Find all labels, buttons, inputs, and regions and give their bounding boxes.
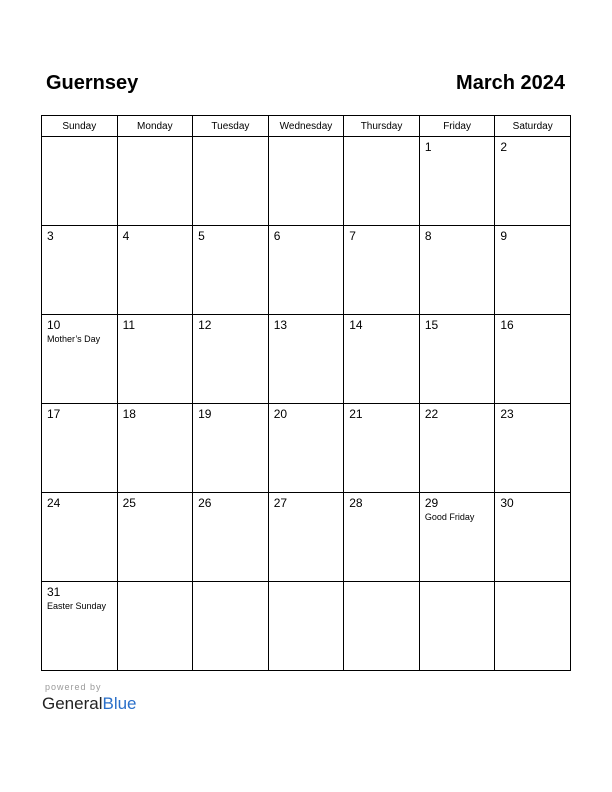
holiday-label: Mother’s Day <box>47 334 101 344</box>
day-number: 4 <box>122 229 130 243</box>
holiday-label: Easter Sunday <box>47 601 107 611</box>
weekday-header: Monday <box>117 116 193 137</box>
holiday-label <box>344 585 419 587</box>
calendar-day-cell <box>193 404 269 493</box>
day-number: 28 <box>349 496 363 510</box>
calendar-day-cell <box>117 137 193 226</box>
holiday-label <box>495 243 570 245</box>
calendar-day-cell <box>344 493 420 582</box>
day-number: 17 <box>47 407 61 421</box>
calendar-day-cell <box>117 226 193 315</box>
calendar-country-title: Guernsey <box>46 72 139 94</box>
weekday-header: Saturday <box>495 116 571 137</box>
calendar-day-cell <box>268 137 344 226</box>
calendar-day-cell <box>419 582 495 671</box>
day-number: 27 <box>273 496 288 510</box>
holiday-label: Good Friday <box>424 512 475 522</box>
calendar-day-cell <box>344 226 420 315</box>
calendar-day-cell <box>193 226 269 315</box>
calendar-day-cell <box>495 226 571 315</box>
calendar-month-title: March 2024 <box>456 72 565 94</box>
calendar-day-cell <box>42 137 118 226</box>
calendar-day-cell <box>268 226 344 315</box>
calendar-day-cell <box>268 315 344 404</box>
day-number: 5 <box>198 229 205 243</box>
holiday-label <box>269 140 344 142</box>
calendar-day-cell <box>268 582 344 671</box>
calendar-day-cell <box>344 315 420 404</box>
calendar-day-cell <box>117 582 193 671</box>
day-number: 30 <box>500 496 514 510</box>
calendar-body <box>42 137 571 671</box>
calendar-week-row <box>42 226 571 315</box>
calendar-day-cell <box>42 493 118 582</box>
holiday-label <box>193 585 268 587</box>
holiday-label <box>118 510 193 512</box>
weekday-header-row <box>42 116 571 137</box>
calendar-day-cell <box>268 493 344 582</box>
holiday-label <box>269 510 344 512</box>
holiday-label <box>118 332 193 334</box>
day-number: 26 <box>198 496 212 510</box>
holiday-label <box>193 243 268 245</box>
day-number: 9 <box>500 229 508 243</box>
day-number: 12 <box>198 318 212 332</box>
holiday-label <box>344 421 419 423</box>
calendar-day-cell <box>419 493 495 582</box>
calendar-day-cell <box>117 315 193 404</box>
calendar-day-cell <box>495 493 571 582</box>
holiday-label <box>42 140 117 142</box>
holiday-label <box>42 421 117 423</box>
calendar-day-cell <box>42 315 118 404</box>
weekday-header: Sunday <box>42 116 118 137</box>
calendar-week-row <box>42 404 571 493</box>
calendar-day-cell <box>268 404 344 493</box>
holiday-label <box>344 243 419 245</box>
day-number: 31 <box>47 585 61 599</box>
holiday-label <box>118 585 193 587</box>
day-number: 13 <box>273 318 288 332</box>
calendar-day-cell <box>419 315 495 404</box>
holiday-label <box>344 140 419 142</box>
holiday-label <box>118 421 193 423</box>
calendar-day-cell <box>117 404 193 493</box>
weekday-header: Wednesday <box>268 116 344 137</box>
day-number: 6 <box>273 229 281 243</box>
calendar-day-cell <box>344 582 420 671</box>
holiday-label <box>495 332 570 334</box>
weekday-header: Thursday <box>344 116 420 137</box>
calendar-day-cell <box>117 493 193 582</box>
holiday-label <box>420 154 495 156</box>
holiday-label <box>420 585 495 587</box>
day-number: 23 <box>500 407 514 421</box>
holiday-label <box>269 421 344 423</box>
weekday-header: Friday <box>419 116 495 137</box>
calendar-day-cell <box>193 582 269 671</box>
holiday-label <box>495 154 570 156</box>
generalblue-logo <box>42 694 137 714</box>
calendar-day-cell <box>495 404 571 493</box>
calendar-day-cell <box>495 137 571 226</box>
day-number: 18 <box>122 407 136 421</box>
calendar-day-cell <box>344 137 420 226</box>
day-number: 19 <box>198 407 212 421</box>
brand-general-text: General <box>42 694 103 713</box>
day-number: 3 <box>47 229 54 243</box>
day-number: 14 <box>349 318 363 332</box>
calendar-day-cell <box>419 137 495 226</box>
calendar-day-cell <box>419 404 495 493</box>
day-number: 29 <box>424 496 439 510</box>
calendar-week-row <box>42 493 571 582</box>
holiday-label <box>193 510 268 512</box>
day-number: 22 <box>424 407 439 421</box>
day-number: 25 <box>122 496 136 510</box>
calendar-week-row <box>42 137 571 226</box>
holiday-label <box>42 243 117 245</box>
calendar-week-row <box>42 315 571 404</box>
holiday-label <box>495 510 570 512</box>
holiday-label <box>269 243 344 245</box>
holiday-label <box>193 332 268 334</box>
day-number: 10 <box>47 318 61 332</box>
holiday-label <box>193 140 268 142</box>
day-number: 15 <box>424 318 439 332</box>
holiday-label <box>193 421 268 423</box>
day-number: 21 <box>349 407 363 421</box>
weekday-header: Tuesday <box>193 116 269 137</box>
calendar-grid <box>41 115 571 671</box>
holiday-label <box>42 510 117 512</box>
brand-blue-text: Blue <box>102 694 137 713</box>
day-number: 8 <box>424 229 432 243</box>
calendar-day-cell <box>193 315 269 404</box>
calendar-day-cell <box>495 315 571 404</box>
calendar-day-cell <box>42 226 118 315</box>
holiday-label <box>495 585 570 587</box>
holiday-label <box>269 585 344 587</box>
holiday-label <box>420 332 495 334</box>
calendar-week-row <box>42 582 571 671</box>
calendar-day-cell <box>344 404 420 493</box>
holiday-label <box>344 332 419 334</box>
day-number: 11 <box>122 318 136 332</box>
day-number: 1 <box>424 140 432 154</box>
calendar-day-cell <box>419 226 495 315</box>
day-number: 20 <box>273 407 288 421</box>
calendar-day-cell <box>193 137 269 226</box>
day-number: 7 <box>349 229 356 243</box>
calendar-day-cell <box>42 582 118 671</box>
holiday-label <box>344 510 419 512</box>
day-number: 24 <box>47 496 61 510</box>
calendar-day-cell <box>495 582 571 671</box>
holiday-label <box>269 332 344 334</box>
day-number: 16 <box>500 318 514 332</box>
calendar-day-cell <box>193 493 269 582</box>
holiday-label <box>495 421 570 423</box>
calendar-day-cell <box>42 404 118 493</box>
powered-by-label: powered by <box>45 682 102 692</box>
holiday-label <box>420 243 495 245</box>
holiday-label <box>420 421 495 423</box>
holiday-label <box>118 243 193 245</box>
day-number: 2 <box>500 140 508 154</box>
holiday-label <box>118 140 193 142</box>
